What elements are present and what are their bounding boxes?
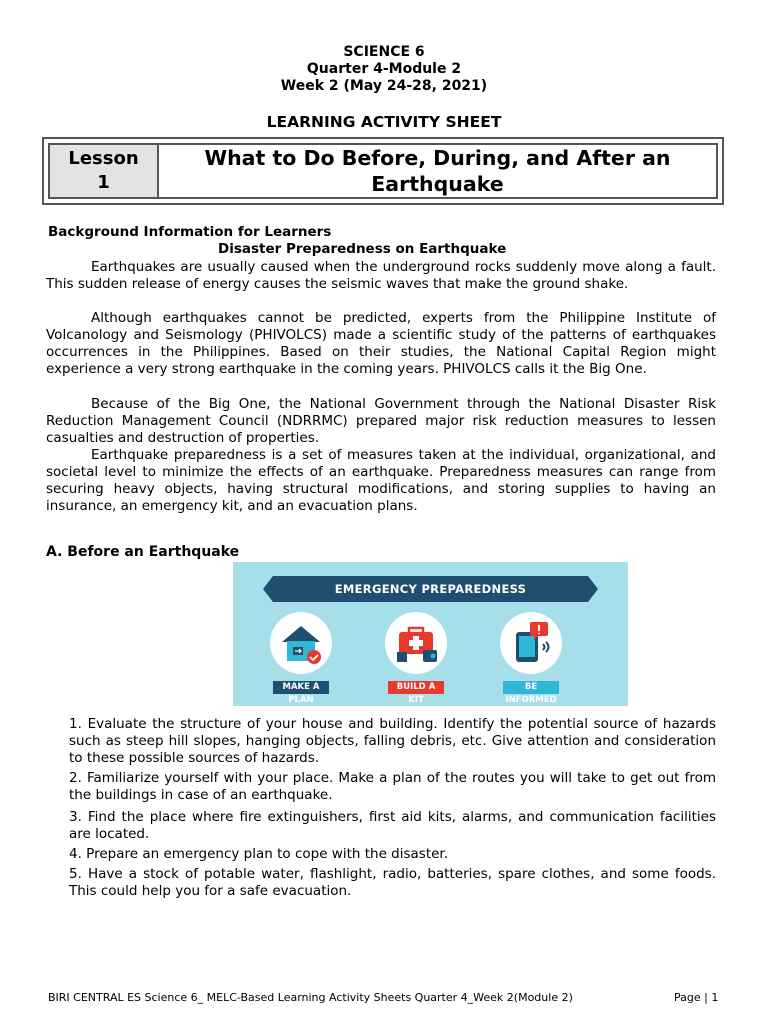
build-a-kit-label: BUILD A KIT [388,681,444,694]
kit-circle [385,612,447,674]
lesson-label: Lesson [68,148,139,169]
list-item: 3. Find the place where fire extinguishers, first aid kits, alarms, and communication facilities are located. [69,809,716,842]
list-item: 1. Evaluate the structure of your house and building. Identify the potential source of hazards such as steep hill slopes, hanging objects, falling debris, etc. Give attention and consideration to these possible sources of hazards. [69,716,716,766]
be-informed-label: BE INFORMED [503,681,559,694]
lesson-box [42,137,724,205]
list-item: 2. Familiarize yourself with your place. Make a plan of the routes you will take to get out from the buildings in case of an earthquake. [69,770,716,803]
background-heading: Background Information for Learners [48,224,332,240]
week-heading: Week 2 (May 24-28, 2021) [280,78,488,94]
paragraph: Earthquakes are usually caused when the underground rocks suddenly move along a fault. This sudden release of energy causes the seismic waves that make the ground shake. [46,259,716,292]
lesson-number: 1 [97,172,110,193]
make-a-plan-label: MAKE A PLAN [273,681,329,694]
list-item: 4. Prepare an emergency plan to cope with the disaster. [69,846,449,862]
tablet-alert-icon [500,612,562,674]
quarter-heading: Quarter 4-Module 2 [306,61,462,77]
list-item: 5. Have a stock of potable water, flashlight, radio, batteries, spare clothes, and some foods. This could help you for a safe evacuation. [69,866,716,899]
infographic-banner: EMERGENCY PREPAREDNESS [273,576,588,602]
house-icon [270,612,332,674]
page-number: Page | 1 [674,991,719,1004]
first-aid-kit-icon [385,612,447,674]
sheet-title: LEARNING ACTIVITY SHEET [266,113,502,131]
subject-heading: SCIENCE 6 [343,44,425,60]
lesson-title: What to Do Before, During, and After an Earthquake [204,146,671,196]
emergency-preparedness-infographic [233,562,628,706]
paragraph: Because of the Big One, the National Government through the National Disaster Risk Reduction Management Council (NDRRMC) prepared major risk reduction measures to lessen casualties and destruction of properties. [46,396,716,446]
plan-circle [270,612,332,674]
lesson-number-cell [50,145,159,197]
paragraph: Earthquake preparedness is a set of measures taken at the individual, organizational, and societal level to minimize the effects of an earthquake. Preparedness measures can range from securing heavy objects, having structural modifications, and storing supplies to having an insurance, an emergency kit, and an evacuation plans. [46,447,716,514]
background-subheading: Disaster Preparedness on Earthquake [218,241,507,257]
footer-text: BIRI CENTRAL ES Science 6_ MELC-Based Learning Activity Sheets Quarter 4_Week 2(Module 2) [48,991,573,1004]
section-a-heading: A. Before an Earthquake [46,544,240,560]
informed-circle [500,612,562,674]
paragraph: Although earthquakes cannot be predicted, experts from the Philippine Institute of Volcanology and Seismology (PHIVOLCS) made a scientific study of the patterns of earthquakes occurrences in the Philippines. Based on their studies, the National Capital Region might experience a very strong earthquake in the coming years. PHIVOLCS calls it the Big One. [46,310,716,377]
